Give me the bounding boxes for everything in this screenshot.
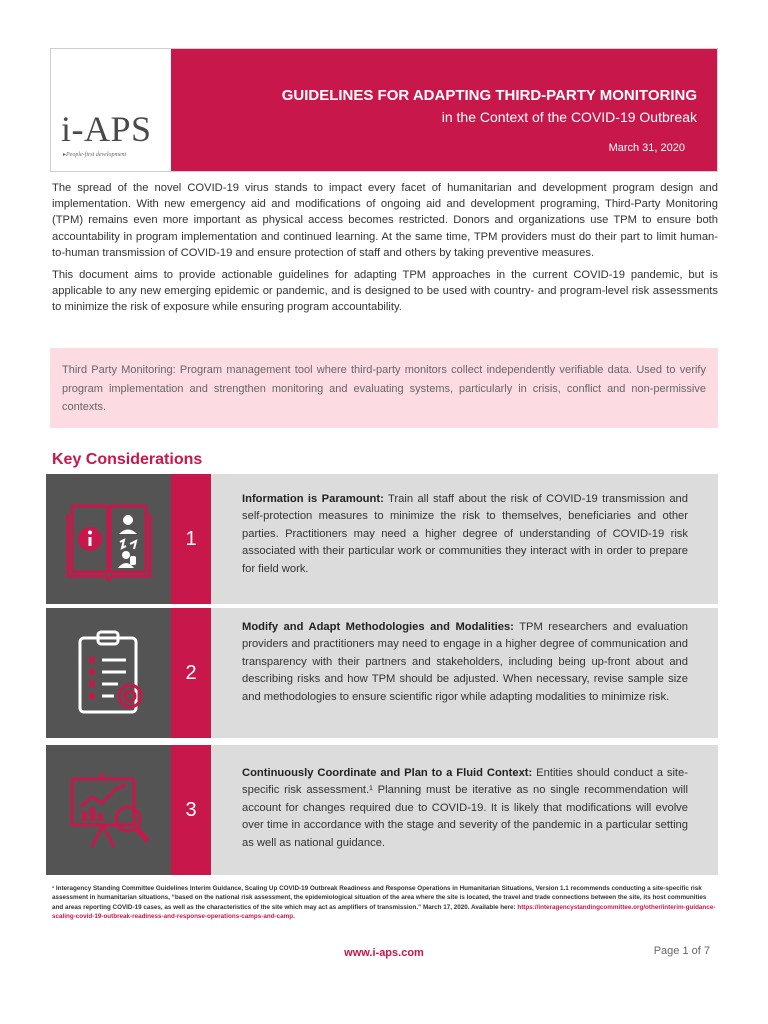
card-icon-panel — [46, 608, 171, 738]
card-number: 2 — [185, 662, 197, 684]
card-body — [211, 474, 718, 604]
info-book-icon — [64, 492, 154, 586]
footnote-text: ¹ Interagency Standing Committee Guidelines Interim Guidance, Scaling Up COVID-19 Outbreak Readiness and Response Operations in Humanitarian Situations, Version 1.1 recommends conducting a site-specific risk assessment in humanitarian situations, “based on the national risk assessment, the epidemiological situation of the area where the site is located, the travel and trade connections between the site, its host communities and areas reporting COVID-19 cases, as well as the characteristics of the site which may act as amplifiers of transmission.” March 17, 2020. Available here: — [52, 885, 707, 911]
card-number: 3 — [185, 799, 197, 821]
document-subtitle: in the Context of the COVID-19 Outbreak — [441, 109, 697, 125]
consideration-card — [46, 745, 718, 875]
card-text — [242, 765, 688, 852]
card-icon-panel — [46, 745, 171, 875]
intro-section — [52, 180, 718, 322]
document-header — [50, 48, 718, 172]
card-heading: Modify and Adapt Methodologies and Modalities: — [242, 621, 514, 633]
document-title: GUIDELINES FOR ADAPTING THIRD-PARTY MONITORING — [281, 87, 697, 104]
logo-wordmark: i-APS — [61, 109, 152, 149]
footnote — [52, 884, 718, 922]
card-description: TPM researchers and evaluation providers and practitioners may need to engage in a higher degree of communication and transparency with their partners and stakeholders, including being up-front about and describing risks and how TPM should be adjusted. When necessary, revise sample size and methodologies to ensure scientific rigor while adapting modalities to minimize risk. — [242, 621, 689, 703]
document-date: March 31, 2020 — [608, 142, 685, 154]
header-banner — [171, 49, 717, 171]
intro-paragraph: The spread of the novel COVID-19 virus stands to impact every facet of humanitarian and development program design and implementation. With new emergency aid and modifications of ongoing aid and development programing, Third-Party Monitoring (TPM) remains even more important as physical access becomes restricted. Donors and organizations use TPM to ensure both accountability in program implementation and continued learning. At the same time, TPM providers must do their part to limit human-to-human transmission of COVID-19 and ensure protection of staff and others by taking preventive measures. — [52, 182, 718, 259]
card-description: Entities should conduct a site-specific risk assessment.¹ Planning must be iterative as no single recommendation will account for changes required due to COVID-19. It is likely that modifications will evolve over time in accordance with the stage and severity of the pandemic in a particular setting as well as national guidance. — [242, 767, 688, 849]
intro-paragraph: This document aims to provide actionable guidelines for adapting TPM approaches in the current COVID-19 pandemic, but is applicable to any new emerging epidemic or pandemic, and is designed to be used with country- and program-level risk assessments to minimize the risk of exposure while ensuring program accountability. — [52, 269, 718, 314]
consideration-card — [46, 608, 718, 738]
card-number: 1 — [185, 528, 197, 550]
card-heading: Information is Paramount: — [242, 493, 384, 505]
card-text — [242, 491, 688, 578]
definition-box — [50, 348, 718, 428]
section-heading: Key Considerations — [52, 451, 203, 468]
card-icon-panel — [46, 474, 171, 604]
card-text — [242, 619, 688, 706]
footer-website-link[interactable]: www.i-aps.com — [344, 947, 424, 959]
consideration-card — [46, 474, 718, 604]
card-body — [211, 745, 718, 875]
card-body — [211, 608, 718, 738]
card-heading: Continuously Coordinate and Plan to a Fluid Context: — [242, 767, 533, 779]
logo — [51, 49, 171, 171]
clipboard-checklist-icon — [64, 626, 154, 720]
presentation-magnifier-icon — [64, 763, 154, 857]
page-number: Page 1 of 7 — [653, 945, 710, 957]
card-description: Train all staff about the risk of COVID-19 transmission and self-protection measures to minimize the risk to themselves, beneficiaries and other parties. Practitioners may need a higher degree of understanding of COVID-19 risk associated with their particular work or communities they interact with in order to prepare for field work. — [242, 493, 689, 575]
logo-tagline: ▸People-first development — [63, 152, 127, 158]
footnote-link[interactable]: https://interagencystandingcommittee.org/other/interim-guidance-scaling-covid-19-outbreak-readiness-and-response-operations-camps-and-camp. — [52, 903, 716, 921]
definition-text: Third Party Monitoring: Program management tool where third-party monitors collect independently verifiable data. Used to verify program implementation and strengthen monitoring and evaluating systems, particularly in crisis, conflict and non-permissive contexts. — [62, 364, 706, 413]
